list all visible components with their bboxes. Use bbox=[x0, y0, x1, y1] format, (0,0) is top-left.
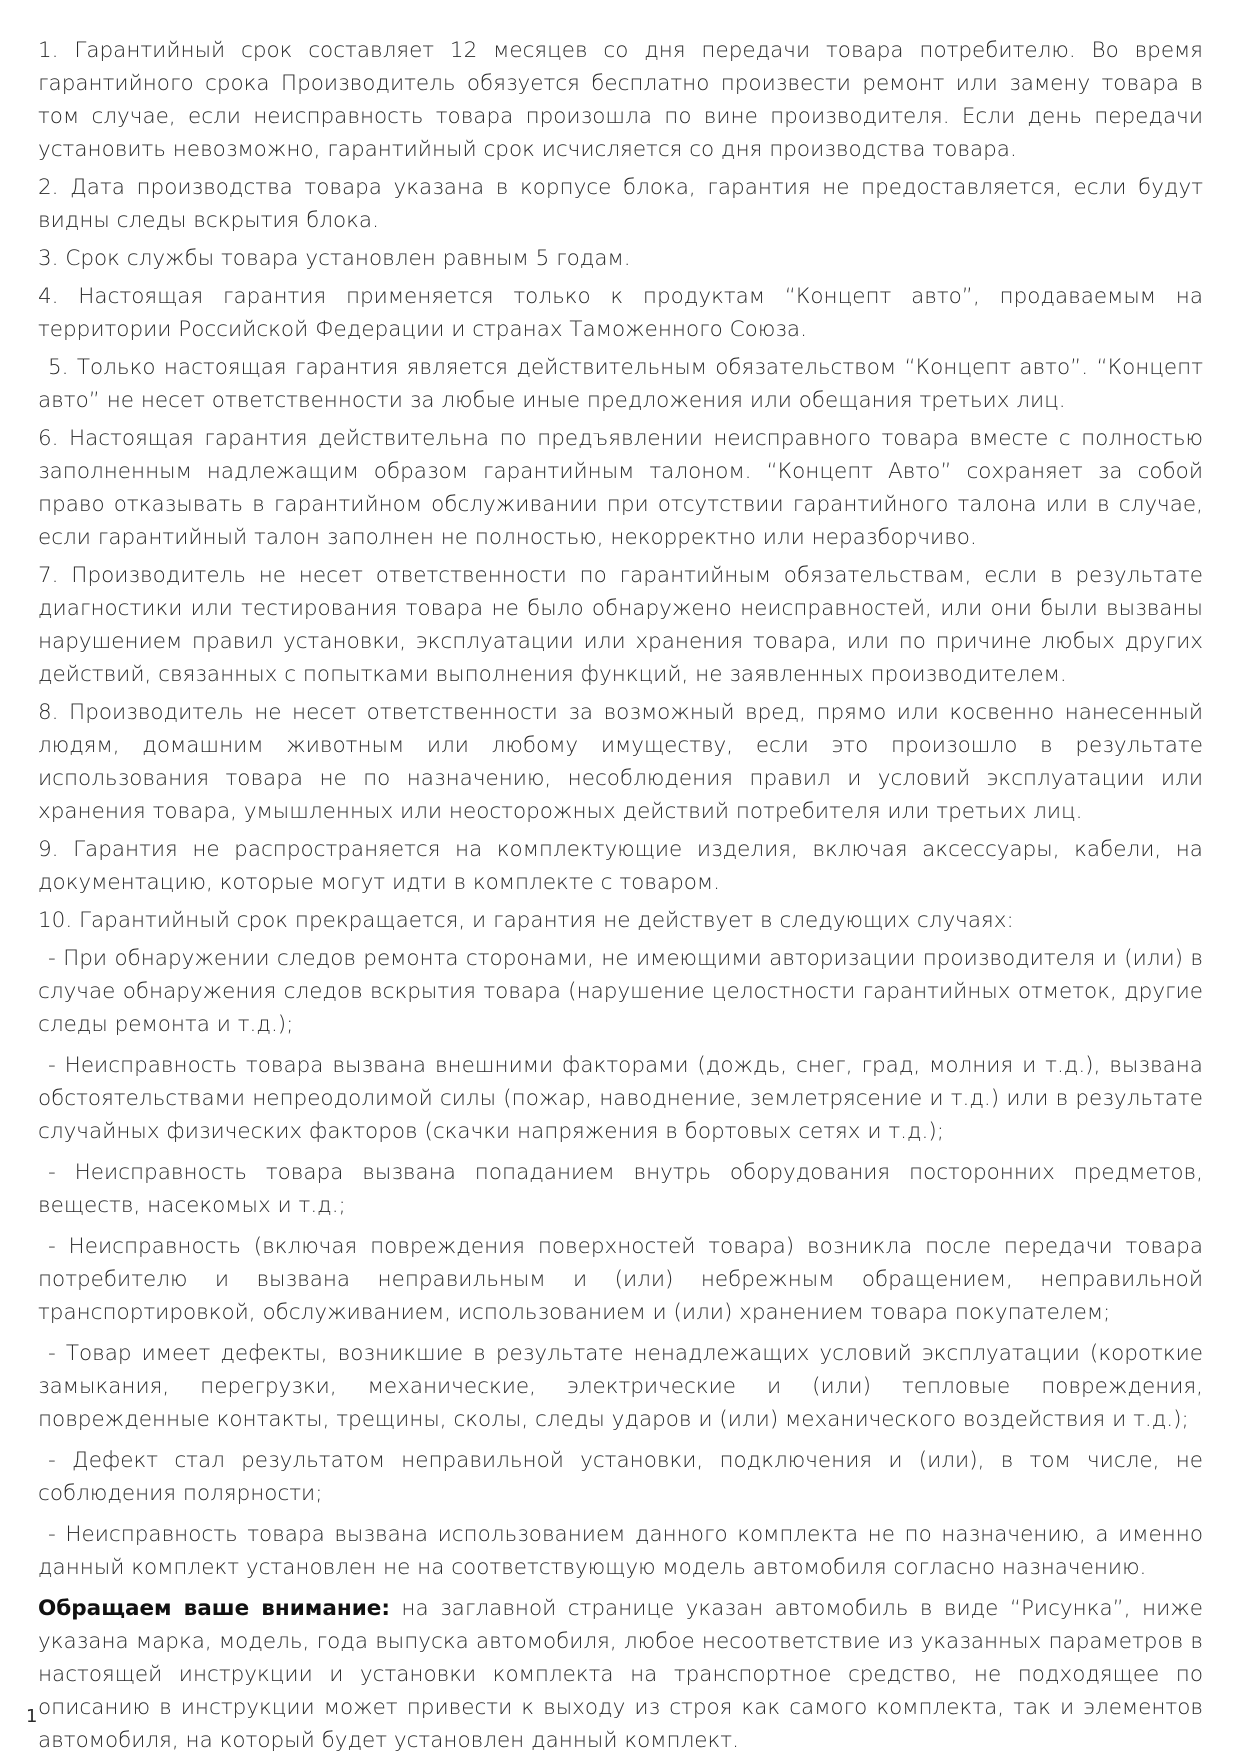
condition-external-factors: - Неисправность товара вызвана внешними факторами (дождь, снег, град, молния и т.д.), вызвана обстоятельствами непреодолимой силы (пожар, наводнение, землетрясение и т.д.) или в результате случайных физических факторов (скачки напряжения в бортовых сетях и т.д.); bbox=[38, 1053, 1203, 1144]
paragraph-accessories: 9. Гарантия не распространяется на комплектующие изделия, включая аксессуары, кабели, на документацию, которые могут идти в комплекте с товаром. bbox=[38, 837, 1203, 895]
condition-foreign-objects: - Неисправность товара вызвана попаданием внутрь оборудования посторонних предметов, веществ, насекомых и т.д.; bbox=[38, 1160, 1203, 1218]
notice-lead: Обращаем ваше внимание: bbox=[38, 1596, 390, 1621]
condition-misuse: - Неисправность товара вызвана использованием данного комплекта не по назначению, а именно данный комплект установлен не на соответствующую модель автомобиля согласно назначению. bbox=[38, 1522, 1203, 1580]
paragraph-no-fault-found: 7. Производитель не несет ответственности по гарантийным обязательствам, если в результате диагностики или тестирования товара не было обнаружено неисправностей, или они были вызваны нарушением правил установки, эксплуатации или хранения товара, или по причине любых других действий, связанных с попытками выполнения функций, не заявленных производителем. bbox=[38, 563, 1203, 687]
paragraph-sole-obligation: 5. Только настоящая гарантия является действительным обязательством “Концепт авто”. “Концепт авто” не несет ответственности за любые иные предложения или обещания третьих лиц. bbox=[38, 355, 1203, 413]
paragraph-liability: 8. Производитель не несет ответственности за возможный вред, прямо или косвенно нанесенный людям, домашним животным или любому имуществу, если это произошло в результате использования товара не по назначению, несоблюдения правил и условий эксплуатации или хранения товара, умышленных или неосторожных действий потребителя или третьих лиц. bbox=[38, 700, 1203, 824]
warranty-terms bbox=[38, 34, 1203, 1762]
paragraph-territory: 4. Настоящая гарантия применяется только к продуктам “Концепт авто”, продаваемым на территории Российской Федерации и странах Таможенного Союза. bbox=[38, 284, 1203, 342]
condition-unauthorized-repair: - При обнаружении следов ремонта сторонами, не имеющими авторизации производителя и (или) в случае обнаружения следов вскрытия товара (нарушение целостности гарантийных отметок, другие следы ремонта и т.д.); bbox=[38, 946, 1203, 1037]
condition-operating-defects: - Товар имеет дефекты, возникшие в результате ненадлежащих условий эксплуатации (короткие замыкания, перегрузки, механические, электрические и (или) тепловые повреждения, поврежденные контакты, трещины, сколы, следы ударов и (или) механического воздействия и т.д.); bbox=[38, 1341, 1203, 1432]
condition-wrong-installation: - Дефект стал результатом неправильной установки, подключения и (или), в том числе, не соблюдения полярности; bbox=[38, 1448, 1203, 1506]
notice-paragraph bbox=[38, 1592, 1203, 1757]
paragraph-warranty-period: 1. Гарантийный срок составляет 12 месяцев со дня передачи товара потребителю. Во время гарантийного срока Производитель обязуется бесплатно произвести ремонт или замену товара в том случае, если неисправность товара произошла по вине производителя. Если день передачи установить невозможно, гарантийный срок исчисляется со дня производства товара. bbox=[38, 38, 1203, 162]
paragraph-service-life: 3. Срок службы товара установлен равным 5 годам. bbox=[38, 246, 631, 271]
paragraph-production-date: 2. Дата производства товара указана в корпусе блока, гарантия не предоставляется, если будут видны следы вскрытия блока. bbox=[38, 175, 1203, 233]
page-number: 1 bbox=[26, 1706, 38, 1727]
condition-mishandling: - Неисправность (включая повреждения поверхностей товара) возникла после передачи товара потребителю и вызвана неправильным и (или) небрежным обращением, неправильной транспортировкой, обслуживанием, использованием и (или) хранением товара покупателем; bbox=[38, 1234, 1203, 1325]
paragraph-termination-intro: 10. Гарантийный срок прекращается, и гарантия не действует в следующих случаях: bbox=[38, 908, 1014, 933]
notice-text: на заглавной странице указан автомобиль в виде “Рисунка”, ниже указана марка, модель, года выпуска автомобиля, любое несоответствие из указанных параметров в настоящей инструкции и установки комплекта на транспортное средство, не подходящее по описанию в инструкции может привести к выходу из строя как самого комплекта, так и элементов автомобиля, на который будет установлен данный комплект. bbox=[38, 1596, 1203, 1753]
paragraph-warranty-card: 6. Настоящая гарантия действительна по предъявлении неисправного товара вместе с полностью заполненным надлежащим образом гарантийным талоном. “Концепт Авто” сохраняет за собой право отказывать в гарантийном обслуживании при отсутствии гарантийного талона или в случае, если гарантийный талон заполнен не полностью, некорректно или неразборчиво. bbox=[38, 426, 1203, 550]
